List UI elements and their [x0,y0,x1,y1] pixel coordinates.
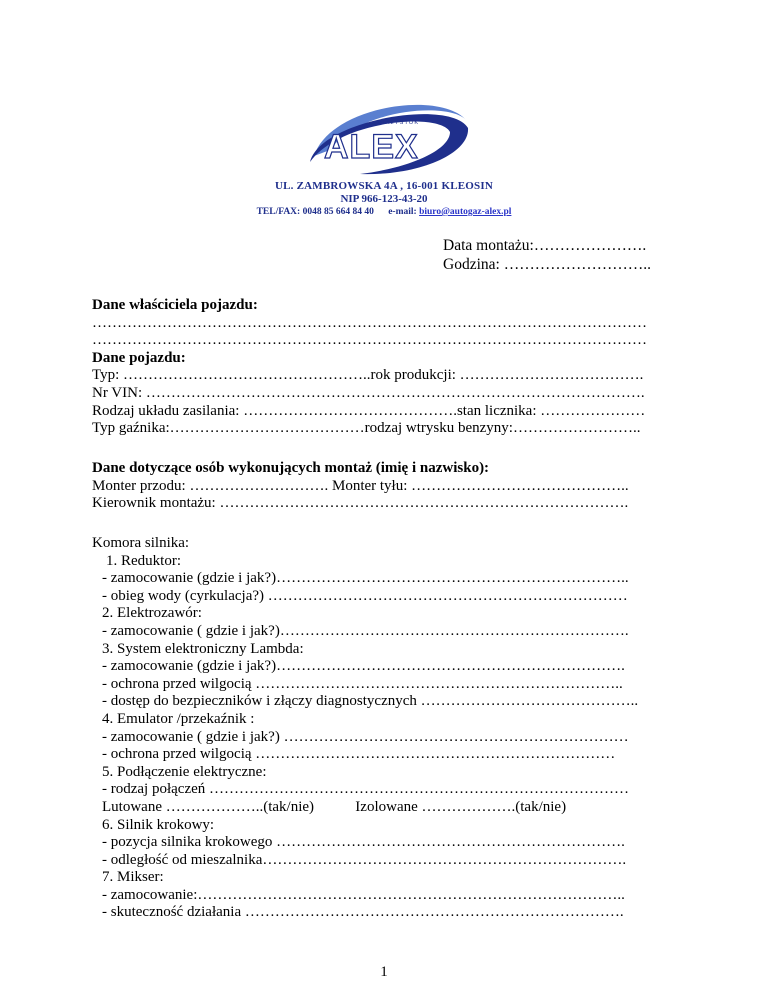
vehicle-type-field[interactable]: Typ: …………………………………………..rok produkcji: ………………………………. [92,367,644,384]
engine-item[interactable]: - ochrona przed wilgocią ……………………………………………………………… [102,746,616,763]
company-logo [300,98,470,178]
installation-date-field[interactable]: Data montażu:…………………. [443,237,647,254]
time-field[interactable]: Godzina: ……………………….. [443,256,651,273]
carburetor-field[interactable]: Typ gaźnika:…………………………………rodzaj wtrysku benzyny:…………………….. [92,420,641,437]
company-contact [0,206,768,219]
owner-heading: Dane właściciela pojazdu: [92,297,258,313]
company-nip: NIP 966-123-43-20 [340,193,428,205]
company-telfax: TEL/FAX: 0048 85 664 84 40 [256,207,374,217]
engine-item: 5. Podłączenie elektryczne: [102,763,267,780]
page-number: 1 [380,964,388,980]
engine-item[interactable]: - zamocowanie ( gdzie i jak?) …………………………………………………………… [102,728,629,745]
email-label: e-mail: [388,207,417,217]
engine-item[interactable]: - skuteczność działania …………………………………………………………………. [102,904,624,921]
engine-item[interactable]: Lutowane ………………..(tak/nie) Izolowane ……………….(tak/nie) [102,798,567,815]
logo-brand-text: ALEX [324,128,419,166]
engine-item[interactable]: - obieg wody (cyrkulacja?) ……………………………………………………………… [102,587,628,604]
engine-item[interactable]: - zamocowanie ( gdzie i jak?)……………………………………………………………. [102,622,629,639]
email-link[interactable]: biuro@autogaz-alex.pl [419,207,512,217]
date-block [443,236,651,274]
installers-section [92,460,682,513]
engine-item: 7. Mikser: [102,869,164,886]
engine-item[interactable]: - pozycja silnika krokowego ……………………………………………………………. [102,834,625,851]
owner-line-2[interactable]: ………………………………………………………………………………………………… [92,332,647,349]
engine-item[interactable]: - rodzaj połączeń ………………………………………………………………………… [102,781,630,798]
engine-item[interactable]: - zamocowanie (gdzie i jak?)…………………………………………………………….. [102,570,629,587]
vehicle-heading: Dane pojazdu: [92,349,186,366]
engine-item: 2. Elektrozawór: [102,605,202,622]
owner-line-1[interactable]: ………………………………………………………………………………………………… [92,314,647,331]
fuel-system-field[interactable]: Rodzaj układu zasilania: …………………………………….stan licznika: ………………… [92,402,646,419]
engine-heading: Komora silnika: [92,535,190,551]
vin-field[interactable]: Nr VIN: ………………………………………………………………………………………. [92,384,645,401]
company-header [0,180,768,219]
company-address: UL. ZAMBROWSKA 4A , 16-001 KLEOSIN [275,180,493,192]
engine-item[interactable]: - zamocowanie:………………………………………………………………………….. [102,886,625,903]
engine-item[interactable]: - dostęp do bezpieczników i złączy diagnostycznych …………………………………….. [102,693,639,710]
installers-heading: Dane dotyczące osób wykonujących montaż (imię i nazwisko): [92,460,490,476]
engine-item[interactable]: - ochrona przed wilgocią ……………………………………………………………….. [102,675,623,692]
engine-item: 6. Silnik krokowy: [102,816,215,833]
engine-item[interactable]: - odległość od mieszalnika………………………………………………………………. [102,851,627,868]
engine-item[interactable]: - zamocowanie (gdzie i jak?)……………………………………………………………. [102,658,625,675]
owner-section [92,297,682,438]
engine-item: 3. System elektroniczny Lambda: [102,640,304,657]
logo-small-text: BIAŁYSTOK [378,120,420,126]
installation-manager-field[interactable]: Kierownik montażu: ………………………………………………………………………. [92,495,629,512]
installers-fitters-field[interactable]: Monter przodu: ………………………. Monter tyłu: …………………………………….. [92,477,629,494]
engine-section [92,535,682,922]
engine-item: 4. Emulator /przekaźnik : [102,710,255,727]
engine-item: 1. Reduktor: [106,552,181,569]
